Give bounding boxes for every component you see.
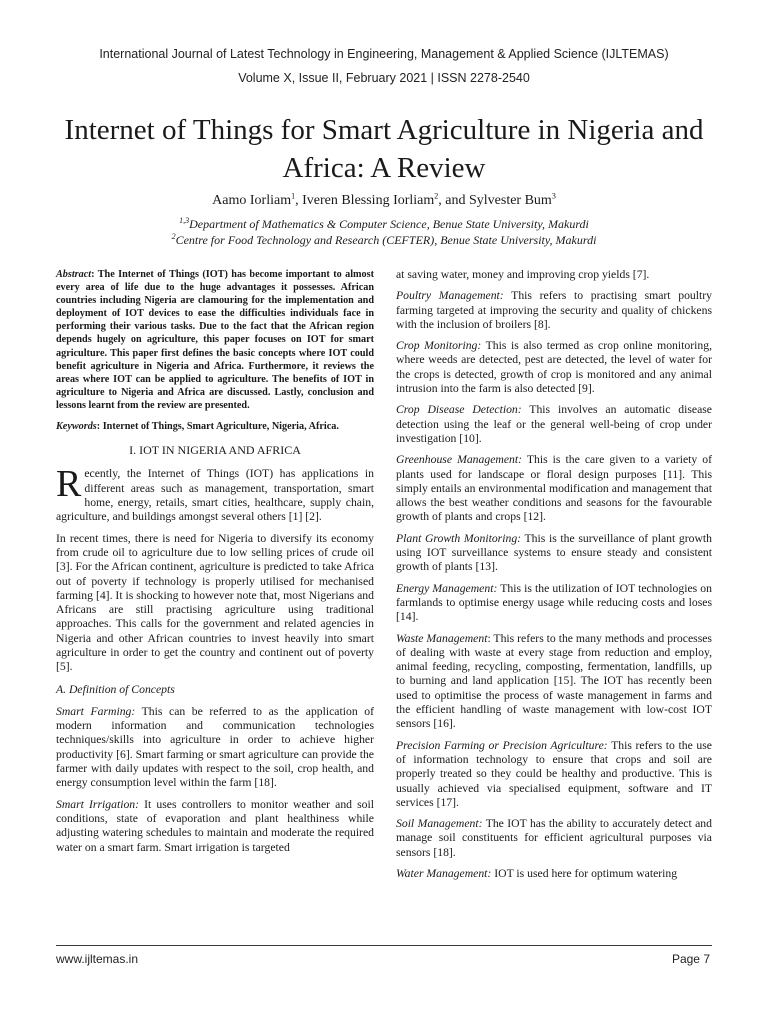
definition-paragraph: [396, 817, 712, 860]
smart-farming-text: This can be referred to as the application of modern information and communication technologies techniques/skills into agriculture in order to achieve higher productivity [6]. Smart farming or smart agriculture can provide the farmer with daily updates with respect to the soil, crop health, and energy consumption level within the farm [18].: [56, 704, 374, 790]
section-heading: I. IOT IN NIGERIA AND AFRICA: [129, 443, 301, 458]
definition-term: Water Management:: [396, 866, 492, 880]
drop-cap: R: [56, 463, 82, 506]
definition-term: Crop Monitoring:: [396, 339, 482, 353]
left-column: [56, 268, 374, 862]
intro-paragraph-1-text: ecently, the Internet of Things (IOT) has applications in different areas such as management, transportation, smart home, energy, retails, smart cities, healthcare, supply chain, agriculture, and buildings amongst several others [1] [2].: [56, 467, 374, 524]
journal-url[interactable]: www.ijltemas.in: [56, 952, 139, 966]
smart-irrigation-paragraph: [56, 798, 374, 855]
abstract-label: Abstract: [56, 269, 92, 280]
definition-paragraph: [396, 739, 712, 810]
affiliation-2: [0, 233, 768, 248]
definition-term: Energy Management:: [396, 581, 498, 595]
definition-term: Soil Management:: [396, 817, 483, 831]
definition-term: Poultry Management:: [396, 289, 504, 303]
definition-term: Precision Farming or Precision Agriculture:: [396, 738, 608, 752]
definition-term: Waste Management: [396, 631, 488, 645]
journal-name: International Journal of Latest Technology in Engineering, Management & Applied Science (IJLTEMAS): [99, 47, 669, 61]
affiliation-1-text: Department of Mathematics & Computer Science, Benue State University, Makurdi: [189, 217, 589, 231]
affiliation-2-sup: 2: [171, 232, 176, 241]
keywords: [56, 420, 374, 433]
definition-text: This is also termed as crop online monitoring, where weeds are detected, pest are detected, the level of water for the crops is detected, growth of crop is monitored and any animal intrusion into the farm is also detected [9].: [396, 339, 712, 396]
author-list: [0, 193, 768, 209]
author-2-sup: 2: [434, 191, 439, 201]
definition-text: This is the care given to a variety of plants used for landscape or floral design purposes [11]. This simply entails an environmental modification and management that allows the best weather conditions and seasons for the favourable growth of plants and crops [12].: [396, 453, 713, 524]
keywords-text: : Internet of Things, Smart Agriculture, Nigeria, Africa.: [96, 421, 339, 433]
affiliation-1-sup: 1,3: [179, 216, 190, 225]
intro-paragraph-1: [56, 463, 374, 524]
definition-term: Crop Disease Detection:: [396, 403, 522, 417]
definition-text: This refers to practising smart poultry farming targeted at improving the security and quality of chickens with the inclusion of broilers [8].: [396, 289, 713, 331]
definition-term: Plant Growth Monitoring:: [396, 531, 522, 545]
definition-text: : This refers to the many methods and processes of dealing with waste at every stage from reduction and employ, animal feeding, recycling, composting, fermentation, landfills, up to burning and land application [15]. The IOT has recently been used to optimitise the process of waste management in farms and the efficient handling of waste management with low-cost IOT sensors [16].: [396, 631, 712, 731]
right-column: [396, 268, 712, 888]
smart-irrigation-text: It uses controllers to monitor weather and soil conditions, state of evaporation and plant healthiness while adjusting watering schedules to maintain and moderate the required water on a smart farm. Smart irrigation is targeted: [56, 797, 374, 854]
page-number: Page 7: [671, 952, 710, 966]
author-3: , and Sylvester Bum: [438, 193, 552, 208]
definition-text: This is the surveillance of plant growth using IOT surveillance systems to ensure steady and consistent growth of plants [13].: [396, 531, 712, 574]
abstract: [56, 268, 374, 412]
author-2: , Iveren Blessing Iorliam: [295, 193, 435, 208]
footer-divider: [56, 945, 712, 946]
definition-paragraph: [396, 582, 712, 625]
definition-text: This refers to the use of information technology to ensure that crops and soil are properly treated so they could be healthy and productive. This is usually achieved via specialised equipment, software and IT services [17].: [396, 738, 712, 809]
abstract-text: : The Internet of Things (IOT) has become important to almost every area of life due to the huge advantages it possesses. African countries including Nigeria are clamouring for the implementation and deployment of IOT devices to ease the difficulties individuals face in performing their various tasks. Due to the fact that the African region depends hugely on agriculture, this paper focuses on IOT for smart agriculture. This paper first defines the basic concepts where IOT could benefit agriculture in Nigeria and Africa. Furthermore, it reviews the areas where IOT can be applied to agriculture. The benefits of IOT in agriculture to Nigeria and Africa are discussed. Lastly, conclusion and lessons learnt from the review are presented.: [56, 269, 374, 411]
definition-text: This involves an automatic disease detection using the leaf or the general well-being of crop under investigation [10].: [396, 403, 712, 445]
definition-paragraph: [396, 339, 712, 396]
definition-text: This is the utilization of IOT technologies on farmlands to optimise energy usage while reducing costs and loses [14].: [396, 581, 712, 624]
paper-title: Internet of Things for Smart Agriculture in Nigeria and Africa: A Review: [64, 114, 704, 184]
continued-text: at saving water, money and improving crop yields [7].: [396, 268, 650, 281]
affiliation-2-text: Centre for Food Technology and Research (CEFTER), Benue State University, Makurdi: [175, 233, 597, 247]
definition-term: Greenhouse Management:: [396, 453, 523, 467]
definition-paragraph: [396, 453, 712, 524]
subsection-heading: A. Definition of Concepts: [56, 682, 175, 696]
smart-irrigation-term: Smart Irrigation:: [56, 797, 140, 811]
smart-farming-term: Smart Farming:: [56, 704, 136, 718]
definition-paragraph: [396, 632, 712, 732]
intro-paragraph-2: In recent times, there is need for Nigeria to diversify its economy from crude oil to agriculture due to low selling prices of crude oil [3]. For the African continent, agriculture is predicted to take Africa out of poverty if technology is properly utilised for mechanised farming [4]. It is shocking to however note that, most Nigerians and Africans are still practising agriculture using traditional approaches. This calls for the government and related agencies in Nigeria and other African countries to invest heavily into smart agriculture in order to get the country and continent out of poverty [5].: [56, 531, 374, 674]
affiliation-1: [0, 217, 768, 232]
definition-paragraph: [396, 403, 712, 446]
definition-text: IOT is used here for optimum watering: [491, 866, 678, 880]
keywords-label: Keywords: [56, 421, 97, 433]
author-3-sup: 3: [551, 191, 556, 201]
author-1: Aamo Iorliam: [212, 193, 292, 208]
definition-paragraph: [396, 867, 712, 881]
definition-text: The IOT has the ability to accurately detect and manage soil constituents for efficient agricultural purposes via sensors [18].: [396, 817, 712, 859]
definition-paragraph: [396, 289, 712, 332]
definition-paragraph: [396, 532, 712, 575]
smart-farming-paragraph: [56, 705, 374, 791]
journal-issue: Volume X, Issue II, February 2021 | ISSN 2278-2540: [238, 71, 530, 85]
author-1-sup: 1: [291, 191, 296, 201]
